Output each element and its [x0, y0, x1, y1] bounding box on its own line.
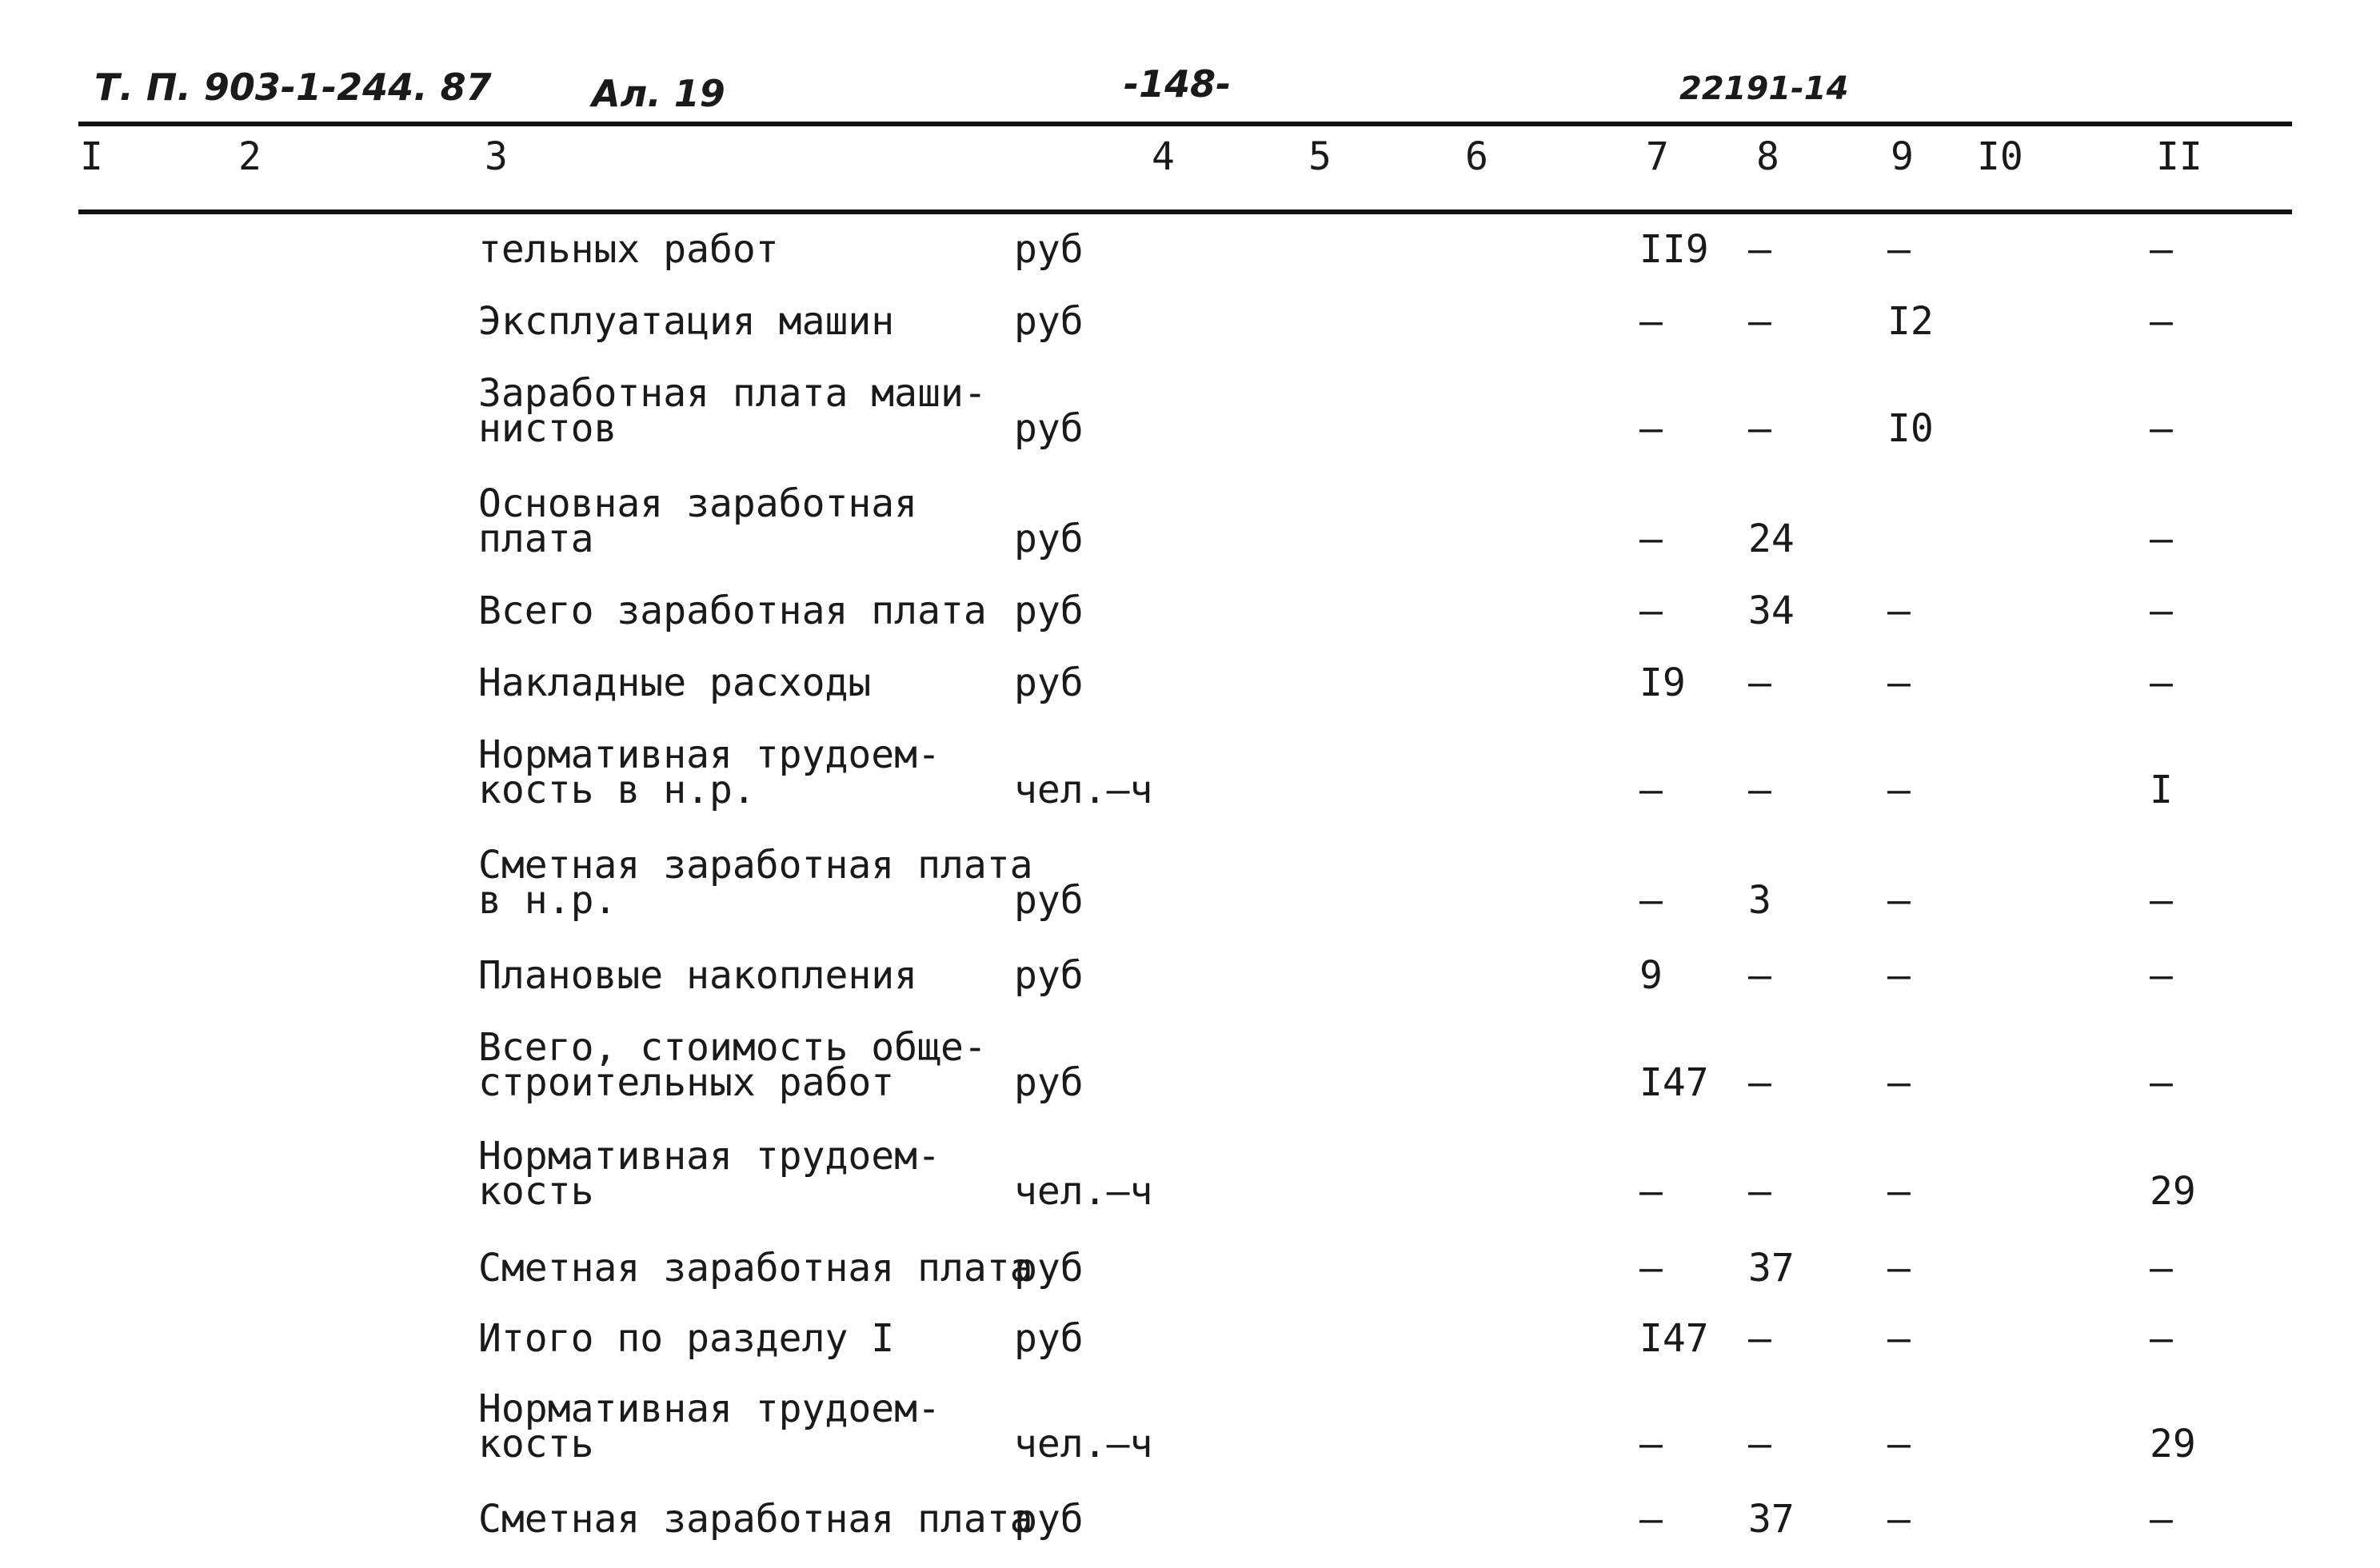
row-description — [478, 371, 987, 451]
row-description — [478, 1497, 1033, 1542]
row-value-c11: 29 — [2150, 1422, 2196, 1466]
description-line: плата — [478, 517, 594, 561]
description-line: Нормативная трудоем- — [478, 1134, 940, 1179]
row-value-c9: – — [1887, 1169, 1911, 1214]
row-value-c9: – — [1887, 1316, 1911, 1361]
row-description — [478, 843, 1033, 923]
row-description — [478, 1134, 940, 1214]
row-value-c11: – — [2150, 406, 2173, 451]
row-value-c8: 3 — [1748, 878, 1771, 923]
row-value-c8: – — [1748, 1422, 1771, 1466]
row-value-c11: – — [2150, 299, 2173, 344]
description-line: Сметная заработная плата — [478, 843, 1033, 888]
row-description — [478, 588, 987, 633]
row-unit: руб — [1014, 660, 1084, 705]
row-value-c11: – — [2150, 588, 2173, 633]
description-line: Нормативная трудоем- — [478, 732, 940, 777]
row-value-c7: – — [1639, 1422, 1663, 1466]
row-unit: руб — [1014, 299, 1084, 344]
row-value-c9: – — [1887, 1246, 1911, 1291]
description-line: Накладные расходы — [478, 660, 872, 705]
row-unit: руб — [1014, 517, 1084, 561]
row-value-c9: – — [1887, 588, 1911, 633]
description-line: кость — [478, 1169, 594, 1214]
description-line: Эксплуатация машин — [478, 299, 895, 344]
row-value-c11: – — [2150, 878, 2173, 923]
row-value-c9: – — [1887, 878, 1911, 923]
description-line: тельных работ — [478, 227, 779, 272]
page-number: -148- — [1124, 62, 1232, 106]
description-line: строительных работ — [478, 1060, 895, 1105]
row-value-c9: – — [1887, 1060, 1911, 1105]
col-num-5: 5 — [1308, 134, 1332, 179]
row-description — [478, 1386, 940, 1466]
description-line: Сметная заработная плата — [478, 1497, 1033, 1542]
row-value-c8: 37 — [1748, 1246, 1795, 1291]
row-value-c8: – — [1748, 299, 1771, 344]
row-value-c7: – — [1639, 768, 1663, 812]
row-value-c8: – — [1748, 1316, 1771, 1361]
row-value-c11: – — [2150, 953, 2173, 998]
row-unit: чел.–ч — [1014, 1422, 1153, 1466]
row-value-c7: – — [1639, 299, 1663, 344]
row-value-c11: – — [2150, 517, 2173, 561]
row-value-c8: – — [1748, 1169, 1771, 1214]
row-value-c7: – — [1639, 406, 1663, 451]
row-unit: руб — [1014, 1497, 1084, 1542]
row-unit: руб — [1014, 878, 1084, 923]
row-value-c7: I47 — [1639, 1316, 1709, 1361]
description-line: кость — [478, 1422, 594, 1466]
row-description — [478, 227, 779, 272]
row-value-c8: – — [1748, 227, 1771, 272]
row-unit: руб — [1014, 406, 1084, 451]
row-unit: руб — [1014, 953, 1084, 998]
description-line: Всего, стоимость обще- — [478, 1025, 987, 1070]
col-num-4: 4 — [1152, 134, 1175, 179]
row-value-c11: 29 — [2150, 1169, 2196, 1214]
row-value-c8: – — [1748, 660, 1771, 705]
row-value-c9: – — [1887, 1497, 1911, 1542]
row-value-c7: 9 — [1639, 953, 1663, 998]
row-value-c8: 24 — [1748, 517, 1795, 561]
row-value-c11: – — [2150, 660, 2173, 705]
row-value-c8: 37 — [1748, 1497, 1795, 1542]
row-value-c8: – — [1748, 768, 1771, 812]
row-description — [478, 732, 940, 812]
row-unit: чел.–ч — [1014, 768, 1153, 812]
row-value-c7: I9 — [1639, 660, 1686, 705]
row-value-c9: – — [1887, 1422, 1911, 1466]
description-line: в н.р. — [478, 878, 617, 923]
row-description — [478, 481, 918, 561]
description-line: Сметная заработная плата — [478, 1246, 1033, 1291]
col-num-10: I0 — [1977, 134, 2023, 179]
description-line: Итого по разделу I — [478, 1316, 895, 1361]
row-value-c7: – — [1639, 588, 1663, 633]
row-value-c11: – — [2150, 227, 2173, 272]
row-value-c7: – — [1639, 878, 1663, 923]
doc-reference: 22191-14 — [1679, 70, 1849, 107]
row-description — [478, 1316, 895, 1361]
col-num-2: 2 — [238, 134, 262, 179]
col-num-3: 3 — [485, 134, 508, 179]
col-num-6: 6 — [1465, 134, 1488, 179]
row-value-c11: – — [2150, 1497, 2173, 1542]
col-num-7: 7 — [1646, 134, 1669, 179]
row-unit: руб — [1014, 1246, 1084, 1291]
row-unit: руб — [1014, 1316, 1084, 1361]
description-line: нистов — [478, 406, 617, 451]
row-value-c7: – — [1639, 1497, 1663, 1542]
row-description — [478, 1025, 987, 1105]
sheet-number: Ал. 19 — [592, 72, 725, 115]
row-value-c8: – — [1748, 406, 1771, 451]
row-value-c11: – — [2150, 1060, 2173, 1105]
row-value-c11: – — [2150, 1246, 2173, 1291]
row-value-c9: – — [1887, 953, 1911, 998]
row-value-c7: – — [1639, 1169, 1663, 1214]
row-value-c7: – — [1639, 517, 1663, 561]
row-value-c9: – — [1887, 660, 1911, 705]
col-num-8: 8 — [1756, 134, 1779, 179]
description-line: Всего заработная плата — [478, 588, 987, 633]
row-value-c8: 34 — [1748, 588, 1795, 633]
row-value-c9: – — [1887, 768, 1911, 812]
row-unit: чел.–ч — [1014, 1169, 1153, 1214]
row-value-c11: – — [2150, 1316, 2173, 1361]
description-line: Основная заработная — [478, 481, 918, 526]
row-value-c7: I47 — [1639, 1060, 1709, 1105]
row-description — [478, 1246, 1033, 1291]
row-description — [478, 953, 918, 998]
row-description — [478, 660, 872, 705]
doc-code: Т. П. 903-1-244. 87 — [94, 66, 492, 109]
col-num-11: II — [2156, 134, 2202, 179]
row-value-c9: I0 — [1887, 406, 1934, 451]
row-value-c8: – — [1748, 953, 1771, 998]
row-value-c9: – — [1887, 227, 1911, 272]
row-value-c7: – — [1639, 1246, 1663, 1291]
row-value-c7: II9 — [1639, 227, 1709, 272]
description-line: Нормативная трудоем- — [478, 1386, 940, 1431]
description-line: Плановые накопления — [478, 953, 918, 998]
col-num-1: I — [80, 134, 103, 179]
row-unit: руб — [1014, 1060, 1084, 1105]
row-unit: руб — [1014, 227, 1084, 272]
col-num-9: 9 — [1891, 134, 1914, 179]
header-bottom-rule — [78, 209, 2292, 214]
header-top-rule — [78, 122, 2292, 126]
row-value-c11: I — [2150, 768, 2173, 812]
row-value-c8: – — [1748, 1060, 1771, 1105]
row-description — [478, 299, 895, 344]
row-unit: руб — [1014, 588, 1084, 633]
row-value-c9: I2 — [1887, 299, 1934, 344]
description-line: Заработная плата маши- — [478, 371, 987, 416]
description-line: кость в н.р. — [478, 768, 756, 812]
